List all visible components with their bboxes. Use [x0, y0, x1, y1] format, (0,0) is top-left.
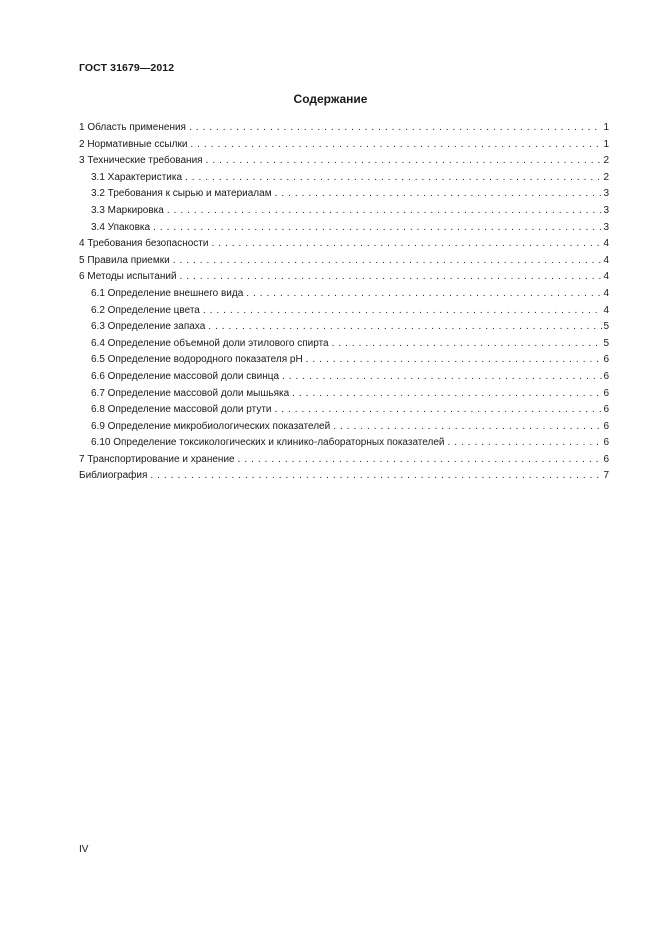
- toc-entry-page: 6: [603, 354, 609, 366]
- toc-entry-label: 2 Нормативные ссылки: [79, 138, 188, 150]
- toc-entry[interactable]: [79, 236, 609, 253]
- toc-entry-label: 3.4 Упаковка: [91, 221, 151, 233]
- toc-leader-dots: [275, 186, 603, 203]
- toc-entry[interactable]: [79, 452, 609, 469]
- toc-entry-label: 3.3 Маркировка: [91, 204, 164, 216]
- toc-entry[interactable]: [79, 386, 609, 403]
- toc-entry[interactable]: [79, 120, 609, 137]
- toc-entry-label: 6.6 Определение массовой доли свинца: [91, 370, 280, 382]
- toc-entry-page: 4: [603, 287, 609, 299]
- toc-leader-dots: [333, 419, 602, 436]
- toc-entry-page: 3: [603, 188, 609, 200]
- toc-entry[interactable]: [79, 352, 609, 369]
- toc-leader-dots: [306, 352, 603, 369]
- toc-entry[interactable]: [79, 170, 609, 187]
- toc-leader-dots: [332, 336, 603, 353]
- toc-entry-label: 6.9 Определение микробиологических показателей: [91, 420, 331, 432]
- toc-leader-dots: [292, 386, 602, 403]
- toc-leader-dots: [189, 120, 602, 137]
- toc-leader-dots: [246, 286, 602, 303]
- toc-leader-dots: [173, 253, 603, 270]
- toc-entry-label: 3 Технические требования: [79, 155, 203, 167]
- toc-entry-page: 4: [603, 271, 609, 283]
- page-number: IV: [79, 844, 89, 855]
- toc-entry[interactable]: [79, 435, 609, 452]
- toc-leader-dots: [180, 269, 603, 286]
- toc-entry-label: 4 Требования безопасности: [79, 238, 209, 250]
- toc-entry-label: Библиография: [79, 470, 148, 482]
- toc-entry[interactable]: [79, 468, 609, 485]
- toc-entry-label: 6.5 Определение водородного показателя pH: [91, 354, 303, 366]
- toc-entry-label: 5 Правила приемки: [79, 254, 170, 266]
- toc-leader-dots: [153, 220, 602, 237]
- toc-leader-dots: [208, 319, 602, 336]
- toc-title: Содержание: [293, 92, 368, 106]
- toc-entry[interactable]: [79, 203, 609, 220]
- toc-entry-page: 6: [603, 404, 609, 416]
- toc-leader-dots: [238, 452, 603, 469]
- toc-entry[interactable]: [79, 269, 609, 286]
- toc-entry[interactable]: [79, 220, 609, 237]
- toc-entry-page: 6: [603, 420, 609, 432]
- toc-leader-dots: [203, 303, 603, 320]
- toc-entry-page: 4: [603, 304, 609, 316]
- toc-entry[interactable]: [79, 153, 609, 170]
- toc-entry[interactable]: [79, 303, 609, 320]
- toc-entry-page: 6: [603, 370, 609, 382]
- toc-leader-dots: [167, 203, 603, 220]
- toc-entry-page: 7: [603, 470, 609, 482]
- toc-entry-page: 4: [603, 254, 609, 266]
- toc-entry[interactable]: [79, 186, 609, 203]
- toc-entry[interactable]: [79, 137, 609, 154]
- toc-entry-label: 6.8 Определение массовой доли ртути: [91, 404, 272, 416]
- toc-entry-label: 1 Область применения: [79, 122, 186, 133]
- toc-entry-page: 3: [603, 221, 609, 233]
- toc-leader-dots: [206, 153, 603, 170]
- toc-entry-page: 1: [603, 138, 609, 150]
- toc-entry-label: 6 Методы испытаний: [79, 271, 177, 283]
- toc-entry-label: 7 Транспортирование и хранение: [79, 453, 235, 465]
- toc-entry[interactable]: [79, 419, 609, 436]
- toc-entry[interactable]: [79, 402, 609, 419]
- table-of-contents: [79, 120, 609, 485]
- toc-leader-dots: [211, 236, 602, 253]
- toc-leader-dots: [275, 402, 603, 419]
- toc-entry-label: 6.1 Определение внешнего вида: [91, 287, 244, 299]
- toc-leader-dots: [448, 435, 603, 452]
- toc-entry-label: 3.2 Требования к сырью и материалам: [91, 188, 272, 200]
- toc-entry-page: 2: [603, 171, 609, 183]
- toc-entry[interactable]: [79, 336, 609, 353]
- toc-entry-page: 1: [603, 122, 609, 133]
- toc-entry-page: 6: [603, 387, 609, 399]
- toc-entry-page: 4: [603, 238, 609, 250]
- toc-entry-label: 6.2 Определение цвета: [91, 304, 200, 316]
- toc-leader-dots: [150, 468, 602, 485]
- toc-leader-dots: [185, 170, 602, 187]
- toc-entry-page: 5: [603, 337, 609, 349]
- toc-entry-page: 6: [603, 453, 609, 465]
- toc-entry-label: 6.4 Определение объемной доли этилового спирта: [91, 337, 329, 349]
- toc-entry[interactable]: [79, 319, 609, 336]
- toc-entry-label: 6.3 Определение запаха: [91, 321, 206, 333]
- toc-entry-page: 6: [603, 437, 609, 449]
- toc-entry-label: 6.10 Определение токсикологических и клинико-лабораторных показателей: [91, 437, 445, 449]
- document-id: ГОСТ 31679—2012: [79, 62, 175, 74]
- toc-entry-label: 6.7 Определение массовой доли мышьяка: [91, 387, 290, 399]
- toc-entry-label: 3.1 Характеристика: [91, 171, 183, 183]
- toc-leader-dots: [190, 137, 602, 154]
- toc-entry[interactable]: [79, 253, 609, 270]
- toc-leader-dots: [282, 369, 602, 386]
- toc-entry-page: 5: [603, 321, 609, 333]
- toc-entry-page: 3: [603, 204, 609, 216]
- toc-entry-page: 2: [603, 155, 609, 167]
- toc-entry[interactable]: [79, 286, 609, 303]
- toc-entry[interactable]: [79, 369, 609, 386]
